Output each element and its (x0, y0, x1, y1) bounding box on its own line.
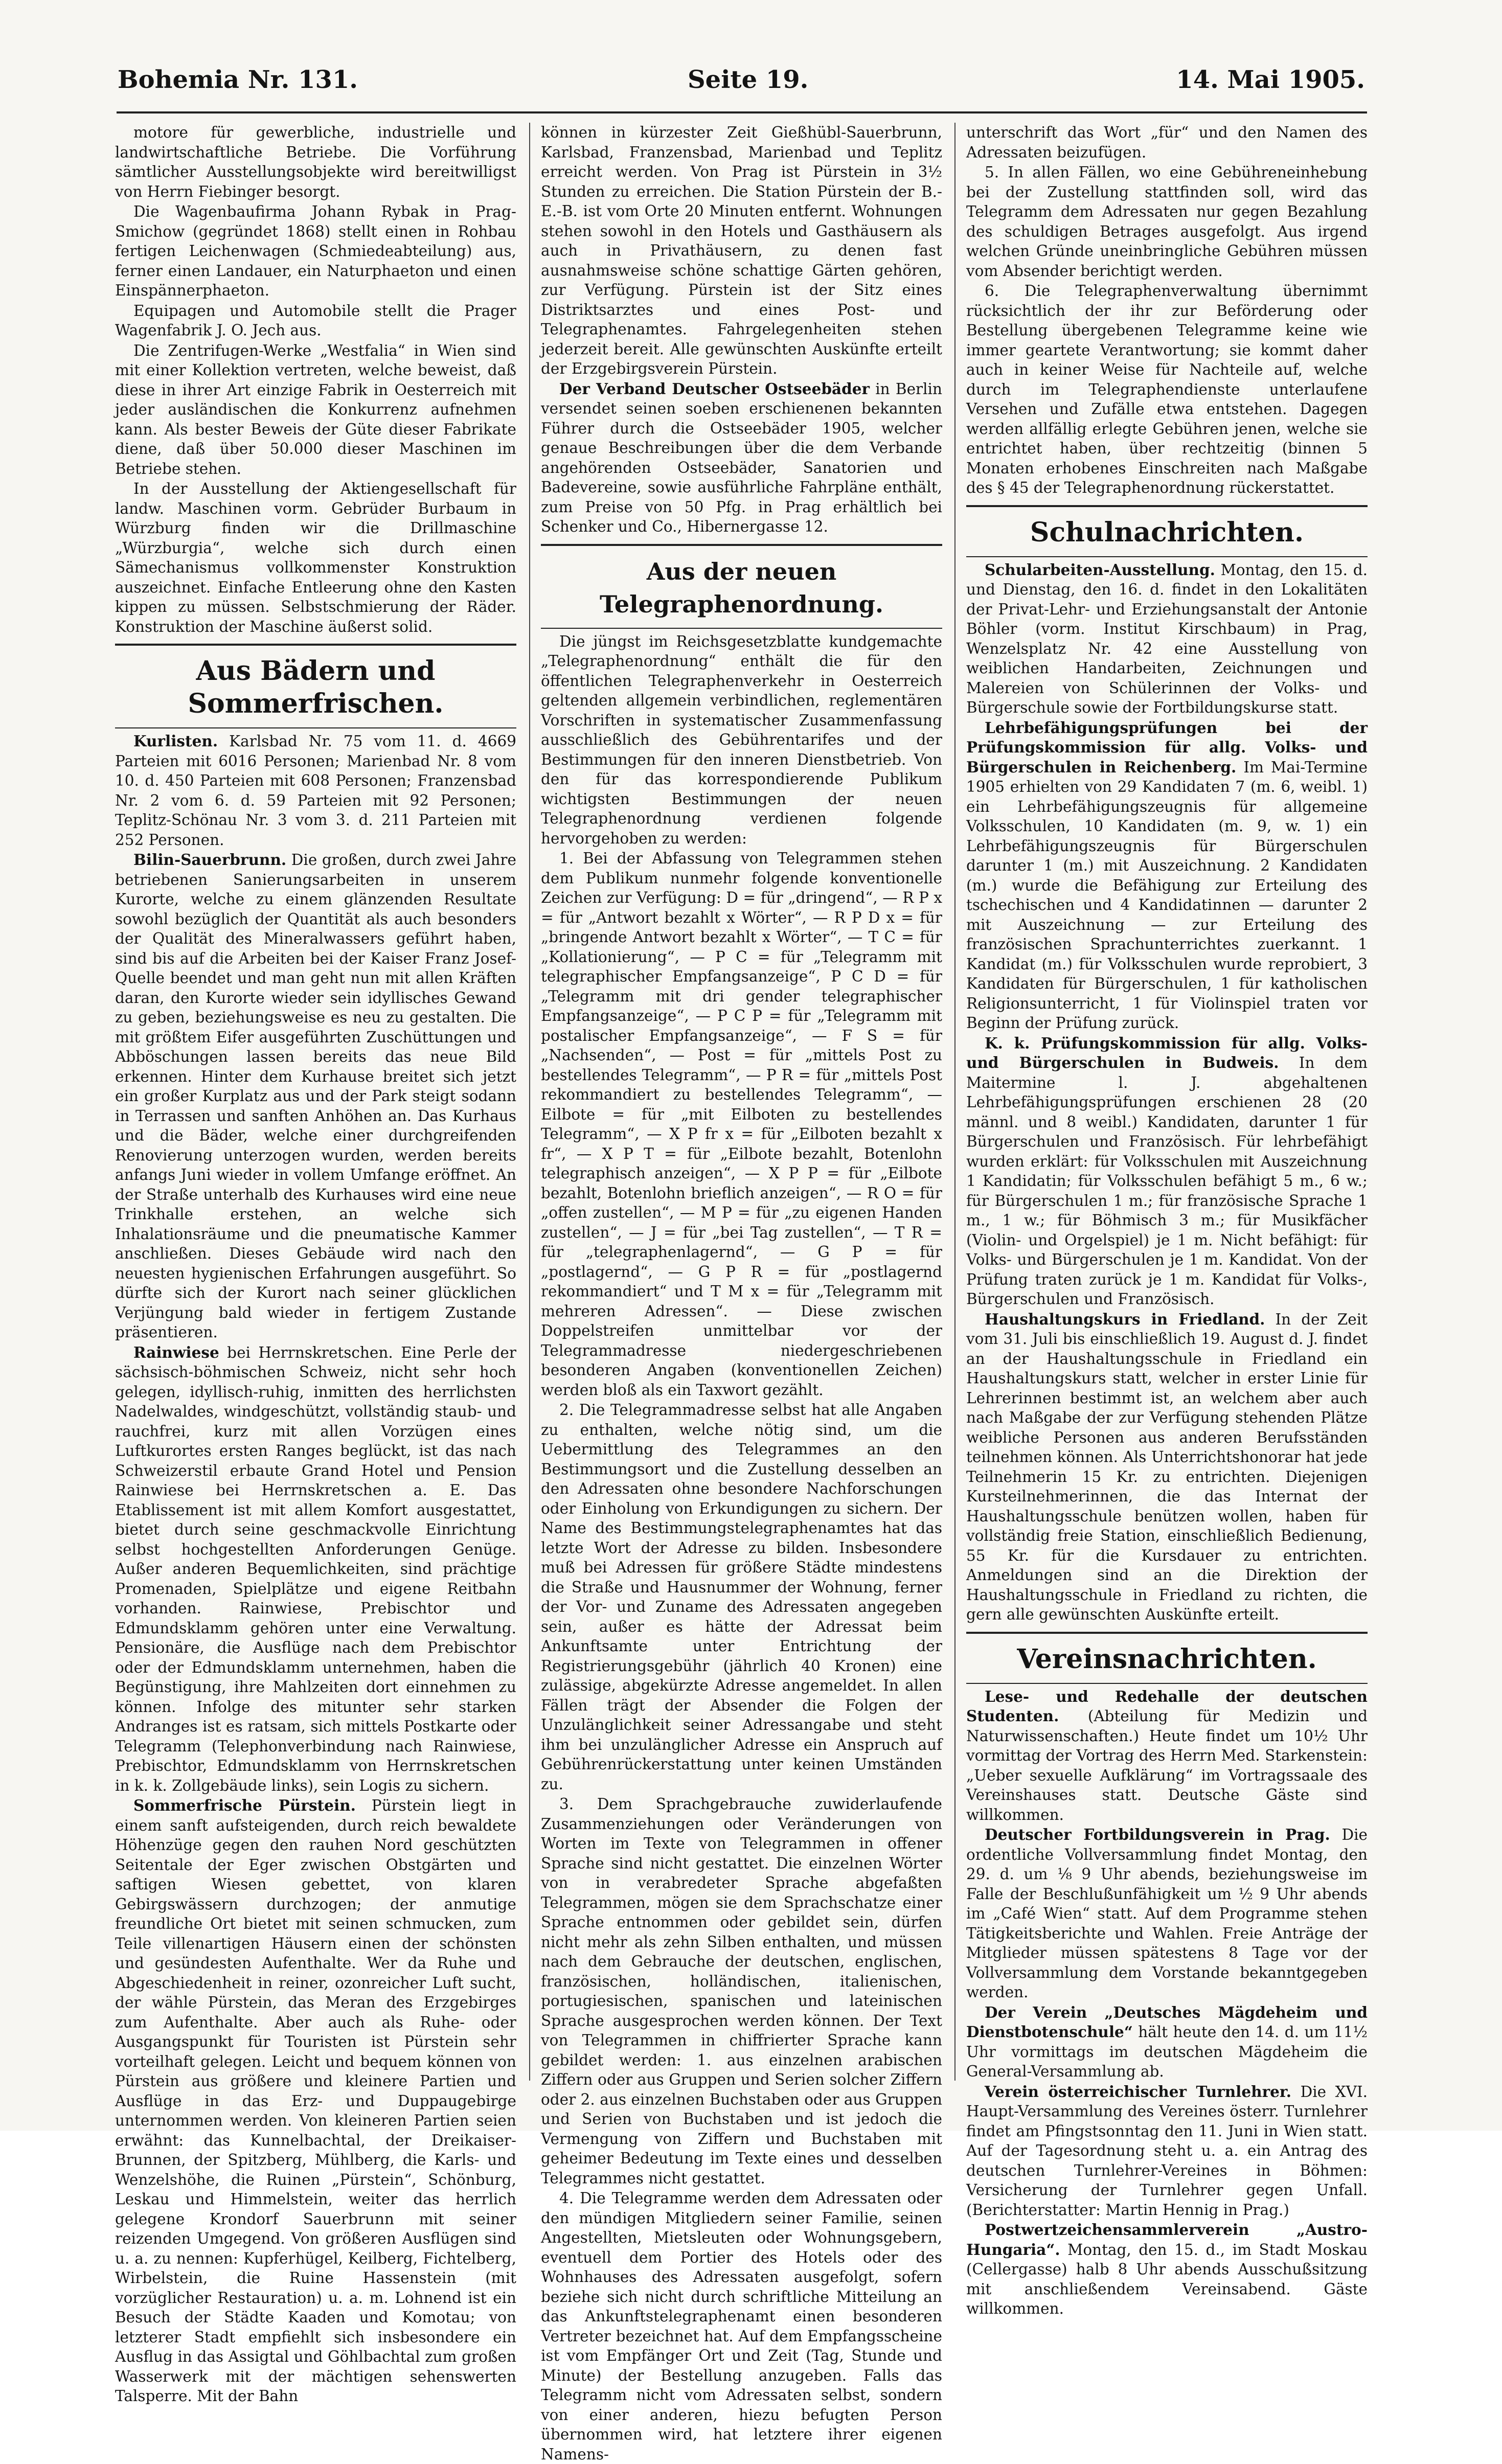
article-text: In dem Maitermine l. J. abgehaltenen Lehrbefähigungsprüfungen erschienen 28 (20 männl. und 8 weibl.) Kandidaten, darunter 1 für Bürgerschulen und Französisch. Für lehrbefähigt wurden erklärt: für Volksschulen mit Auszeichnung 1 Kandidatin; für Volksschulen befähigt 5 m., 6 w.; für Bürgerschulen 1 m.; für französische Sprache 1 m., 1 w.; für Böhmisch 3 m.; für Musikfächer (Violin- und Orgelspiel) je 1 m. Nicht befähigt: für Volks- und Bürgerschulen je 1 m. Kandidat. Von der Prüfung traten zurück je 1 m. Kandidat für Volks-, Bürgerschulen und Französisch. (966, 1054, 1368, 1308)
article-paragraph (966, 1825, 1368, 2002)
section-heading: Vereinsnachrichten. (1017, 1643, 1317, 1675)
article-lead: Postwertzeichensammlerverein „Austro-Hungaria“. (966, 2221, 1368, 2258)
article-lead: Haushaltungskurs in Friedland. (985, 1310, 1265, 1328)
article-paragraph: Die Wagenbaufirma Johann Rybak in Prag-Smichow (gegründet 1868) stellt einen in Rohbau fertigen Leichenwagen (Schmiedeabteilung) aus, ferner einen Landauer, ein Naturphaeton und einen Einspännerphaeton. (115, 203, 516, 299)
article-lead: Bilin-Sauerbrunn. (133, 851, 287, 869)
section-rule (966, 556, 1368, 557)
article-paragraph: Die Zentrifugen-Werke „Westfalia“ in Wien sind mit einer Kollektion vertreten, welche beweist, daß diese in ihrer Art einzige Fabrik in Oesterreich mit jeder ausländischen die Konkurrenz aufnehmen kann. Als bester Beweis der Güte dieser Fabrikate diene, daß über 50.000 dieser Maschinen im Betriebe stehen. (115, 341, 516, 477)
article-paragraph (966, 718, 1368, 1033)
section-rule (966, 1683, 1368, 1684)
article-paragraph: Equipagen und Automobile stellt die Prager Wagenfabrik J. O. Jech aus. (115, 302, 516, 339)
article-paragraph (115, 1796, 516, 2406)
column-divider (954, 123, 955, 2081)
article-text: hält heute den 14. d. um 11½ Uhr vormittags im deutschen Mägdeheim die General-Versammlung ab. (966, 2023, 1368, 2080)
masthead-issue: Bohemia Nr. 131. (118, 65, 358, 94)
article-paragraph (541, 379, 942, 537)
article-paragraph (966, 2220, 1368, 2319)
page-header (118, 65, 1365, 106)
section-rule (541, 628, 942, 629)
column-3 (966, 123, 1368, 2317)
section-rule (966, 505, 1368, 507)
article-text: Die ordentliche Vollversammlung findet Montag, den 29. d. um ⅛ 9 Uhr abends, beziehungsweise im Falle der Beschlußunfähigkeit um ½ 9 Uhr abends im „Café Wien“ statt. Auf dem Programme stehen Tätigkeitsberichte und Wahlen. Freie Anträge der Mitglieder müssen spätestens 8 Tage vor der Vollversammlung dem Vorstande bekanntgegeben werden. (966, 1826, 1368, 2001)
section-rule (966, 1632, 1368, 1634)
article-text: Pürstein liegt in einem sanft aufsteigenden, durch reich bewaldete Höhenzüge gegen den rauhen Nord geschützten Seitentale der Eger zwischen Obstgärten und saftigen Wiesen gebettet, von klaren Gebirgswässern durchzogen; der anmutige freundliche Ort bietet mit seinen schmucken, zum Teile villenartigen Häusern einen der schönsten und gesündesten Aufenthalte. Wer da Ruhe und Abgeschiedenheit in reiner, ozonreicher Luft sucht, der wähle Pürstein, das Meran des Erzgebirges zum Aufenthalte. Aber auch als Ruhe- oder Ausgangspunkt für Touristen ist Pürstein sehr vorteilhaft gelegen. Leicht und bequem können von Pürstein aus größere und kleinere Partien und Ausflüge in das Erz- und Duppaugebirge unternommen werden. Von kleineren Partien seien erwähnt: das Kunnelbachtal, der Dreikaiser-Brunnen, der Spitzberg, Mühlberg, die Karls- und Wenzelshöhe, die Ruinen „Pürstein“, Schönburg, Leskau und Himmelstein, weiter das herrlich gelegene Krondorf Sauerbrunn mit seiner reizenden Umgegend. Von größeren Ausflügen sind u. a. zu nennen: Kupferhügel, Keilberg, Fichtelberg, Wirbelstein, die Ruine Hassenstein (mit vorzüglicher Restauration) u. a. m. Lohnend ist ein Besuch der Städte Kaaden und Komotau; von letzterer Stadt empfiehlt sich insbesondere ein Ausflug in das Assigtal und Göhlbachtal zum großen Wasserwerk mit der mächtigen sehenswerten Talsperre. Mit der Bahn (115, 1797, 516, 2405)
article-paragraph: 4. Die Telegramme werden dem Adressaten oder den mündigen Mitgliedern seiner Familie, seinen Angestellten, Mietsleuten oder Wohnungsgebern, eventuell dem Portier des Hotels oder des Wohnhauses des Adressaten ausgefolgt, sofern beziehe sich nicht durch schriftliche Mitteilung an das Ankunftstelegraphenamt einen besonderen Vertreter bezeichnet hat. Auf dem Empfangsscheine ist vom Empfänger Ort und Zeit (Tag, Stunde und Minute) der Bestellung anzugeben. Falls das Telegramm nicht vom Adressaten selbst, sondern von einer anderen, hiezu befugten Person übernommen wird, hat letztere ihrer eigenen Namens- (541, 2189, 942, 2463)
section-heading: Aus Bädern und Sommerfrischen. (188, 655, 444, 719)
article-paragraph: können in kürzester Zeit Gießhübl-Sauerbrunn, Karlsbad, Franzensbad, Marienbad und Teplitz erreicht werden. Von Prag ist Pürstein in 3½ Stunden zu erreichen. Die Station Pürstein der B.-E.-B. ist vom Orte 20 Minuten entfernt. Wohnungen stehen sowohl in den Hotels und Gasthäusern als auch in Privathäusern, zu denen fast ausnahmsweise schöne schattige Gärten gehören, zur Verfügung. Pürstein ist der Sitz eines Distriktsarztes und eines Post- und Telegraphenamtes. Fahrgelegenheiten stehen jederzeit bereit. Alle gewünschten Auskünfte erteilt der Erzgebirgsverein Pürstein. (541, 124, 942, 377)
article-text: Die XVI. Haupt-Versammlung des Vereines österr. Turnlehrer findet am Pfingstsonntag den 11. Juni in Wien statt. Auf der Tagesordnung steht u. a. ein Antrag des deutschen Turnlehrer-Vereines in Böhmen: Versicherung der Turnlehrer gegen Unfall. (Berichterstatter: Martin Hennig in Prag.) (966, 2083, 1368, 2219)
article-paragraph: 3. Dem Sprachgebrauche zuwiderlaufende Zusammenziehungen oder Veränderungen von Worten im Texte von Telegrammen in offener Sprache sind nicht gestattet. Die einzelnen Wörter von in verabredeter Sprache abgefaßten Telegrammen, mögen sie dem Sprachschatze einer Sprache entnommen oder gebildet sein, dürfen nicht mehr als zehn Silben enthalten, und müssen nach dem Gebrauche der deutschen, englischen, französischen, holländischen, italienischen, portugiesischen, spanischen und lateinischen Sprache ausgesprochen werden können. Der Text von Telegrammen in chiffrierter Sprache kann gebildet werden: 1. aus einzelnen arabischen Ziffern oder aus Gruppen und Serien solcher Ziffern oder 2. aus einzelnen Buchstaben oder aus Gruppen und Serien von Buchstaben und ist jedoch die Vermengung von Ziffern und Buchstaben mit geheimer Bedeutung im Texte eines und desselben Telegrammes nicht gestattet. (541, 1795, 942, 2187)
article-text: Die großen, durch zwei Jahre betriebenen Sanierungsarbeiten in unserem Kurorte, welche zu einem glänzenden Resultate sowohl bezüglich der Quantität als auch besonders der Qualität des Mineralwassers geführt haben, sind bis auf die Arbeiten bei der Kaiser Franz Josef-Quelle beendet und man geht nun mit allen Kräften daran, den Kurorte wieder sein idyllisches Gewand zu geben, beziehungsweise es neu zu gestalten. Die mit größtem Eifer ausgeführten Zuschüttungen und Abböschungen lassen bereits das neue Bild erkennen. Hinter dem Kurhause breitet sich jetzt ein großer Kurplatz aus und der Park steigt sodann in Terrassen und sanften Anhöhen an. Das Kurhaus und die Bäder, welche einer durchgreifenden Renovierung unterzogen wurden, werden bereits anfangs Juni wieder in vollem Umfange eröffnet. An der Straße unterhalb des Kurhauses wird eine neue Trinkhalle erstehen, an welche sich Inhalationsräume und die pneumatische Kammer anschließen. Dieses Gebäude wird nach den neuesten hygienischen Erfahrungen ausgeführt. So dürfte sich der Kurort nach seiner glücklichen Verjüngung bald wieder in fertigem Zustande präsentieren. (115, 851, 516, 1341)
section-rule (115, 727, 516, 728)
article-paragraph (966, 1310, 1368, 1625)
article-paragraph: 6. Die Telegraphenverwaltung übernimmt rücksichtlich der ihr zur Beförderung oder Bestellung übergebenen Telegramme keine wie immer geartete Verantwortung; sie kommt daher auch in keiner Weise für Nachteile auf, welche durch im Telegraphendienste unterlaufene Versehen und Zufälle etwa entstehen. Dagegen werden allfällig erlegte Gebühren jenen, welche sie entrichtet haben, über rechtzeitig (binnen 5 Monaten erhobenes Einschreiten nach Maßgabe des § 45 der Telegraphenordnung rückerstattet. (966, 282, 1368, 496)
article-text: Karlsbad Nr. 75 vom 11. d. 4669 Parteien mit 6016 Personen; Marienbad Nr. 8 vom 10. d. 450 Parteien mit 608 Personen; Franzensbad Nr. 2 vom 6. d. 59 Parteien mit 92 Personen; Teplitz-Schönau Nr. 3 vom 3. d. 211 Parteien mit 252 Personen. (115, 733, 516, 849)
article-paragraph (966, 1034, 1368, 1309)
article-lead: Der Verband Deutscher Ostseebäder (559, 379, 870, 398)
article-paragraph (115, 1343, 516, 1796)
article-lead: Lese- und Redehalle der deutschen Studenten. (966, 1687, 1368, 1725)
article-text: bei Herrnskretschen. Eine Perle der sächsisch-böhmischen Schweiz, nicht sehr hoch gelegen, idyllisch-ruhig, inmitten des herrlichsten Nadelwaldes, windgeschützt, vollständig staub- und rauchfrei, kurz mit allen Vorzügen eines Luftkurortes ersten Ranges beglückt, ist das nach Schweizerstil erbaute Grand Hotel und Pension Rainwiese bei Herrnskretschen a. E. Das Etablissement ist mit allem Komfort ausgestattet, bietet durch seine geschmackvolle Einrichtung selbst hochgestellten Anforderungen Genüge. Außer anderen Bequemlichkeiten, sind prächtige Promenaden, Spielplätze und eigene Reitbahn vorhanden. Rainwiese, Prebischtor und Edmundsklamm gehören unter eine Verwaltung. Pensionäre, die Ausflüge nach dem Prebischtor oder der Edmundsklamm unternehmen, haben die Begünstigung, ihre Mahlzeiten dort einnehmen zu können. Infolge des mitunter sehr starken Andranges ist es ratsam, sich mittels Postkarte oder Telegramm (Telephonverbindung nach Rainwiese, Prebischtor, Edmundsklamm von Herrnskretschen in k. k. Zollgebäude links), sein Logis zu sichern. (115, 1343, 516, 1794)
article-lead: Rainwiese (133, 1343, 219, 1361)
article-paragraph (115, 732, 516, 850)
header-rule (117, 111, 1367, 113)
page-number: Seite 19. (688, 65, 809, 94)
column-1 (115, 123, 516, 2405)
article-paragraph: 1. Bei der Abfassung von Telegrammen stehen dem Publikum nunmehr folgende konventionelle Zeichen zur Verfügung: D = für „dringend“, — R P x = für „Antwort bezahlt x Wörter“, — R P D x = für „bringende Antwort bezahlt x Wörter“, — T C = für „Kollationierung“, — P C = für „Telegramm mit telegraphischer Empfangsanzeige“, P C D = für „Telegramm mit dri gender telegraphischer Empfangsanzeige“, — P C P = für „Telegramm mit postalischer Empfangsanzeige“, — F S = für „Nachsenden“, — Post = für „mittels Post zu bestellendes Telegramm“, — P R = für „mittels Post rekommandiert zu bestellendes Telegramm“, — Eilbote = für „mit Eilboten zu bestellendes Telegramm“, — X P fr x = für „Eilboten bezahlt x fr“, — X P T = für „Eilbote bezahlt, Botenlohn telegraphisch anzeigen“, — X P P = für „Eilbote bezahlt, Botenlohn brieflich anzeigen“, — R O = für „offen zustellen“, — M P = für „zu eigenen Handen zustellen“, — J = für „bei Tag zustellen“, — T R = für „telegraphenlagernd“, — G P = für „postlagernd“, — G P R = für „postlagernd rekommandiert“ und T M x = für „Telegramm mit mehreren Adressen“. — Diese zwischen Doppelstreifen unmittelbar vor der Telegrammadresse niedergeschriebenen besonderen Angaben (konventionellen Zeichen) werden bloß als ein Taxwort gezählt. (541, 850, 942, 1399)
section-rule (541, 544, 942, 546)
section-rule (115, 644, 516, 646)
column-2 (541, 123, 942, 2463)
article-paragraph (966, 2082, 1368, 2220)
article-paragraph (966, 2003, 1368, 2082)
article-lead: Lehrbefähigungsprüfungen bei der Prüfungskommission für allg. Volks- und Bürgerschulen in Reichenberg. (966, 718, 1368, 776)
section-heading: Aus der neuen Telegraphenordnung. (599, 557, 884, 618)
article-text: Montag, den 15. d. und Dienstag, den 16. d. findet in den Lokalitäten der Privat-Lehr- und Erziehungsanstalt der Antonie Böhler (vorm. Institut Kirschbaum) in Prag, Wenzelsplatz Nr. 42 eine Ausstellung von weiblichen Handarbeiten, Zeichnungen und Malereien von Schülerinnen der Volks- und Bürgerschule sowie der Fortbildungskurse statt. (966, 561, 1368, 716)
article-lead: Sommerfrische Pürstein. (133, 1796, 356, 1814)
article-paragraph (115, 850, 516, 1342)
article-paragraph: 5. In allen Fällen, wo eine Gebühreneinhebung bei der Zustellung stattfinden soll, wird das Telegramm dem Adressaten nur gegen Bezahlung des schuldigen Betrages ausgefolgt. Aus irgend welchen Gründe uneinbringliche Gebühren müssen vom Absender berichtigt werden. (966, 164, 1368, 280)
article-paragraph (966, 560, 1368, 718)
article-lead: Verein österreichischer Turnlehrer. (985, 2082, 1292, 2101)
article-paragraph: motore für gewerbliche, industrielle und landwirtschaftliche Betriebe. Die Vorführung sämtlicher Ausstellungsobjekte wird bereitwilligst von Herrn Fiebinger besorgt. (115, 124, 516, 200)
article-text: in Berlin versendet seinen soeben erschienenen bekannten Führer durch die Ostseebäder 1905, welcher genaue Beschreibungen über die dem Verbande angehörenden Ostseebäder, Sanatorien und Badevereine, sowie ausführliche Fahrpläne enthält, zum Preise von 50 Pfg. in Prag erhältlich bei Schenker und Co., Hibernergasse 12. (541, 380, 942, 535)
article-lead: Deutscher Fortbildungsverein in Prag. (985, 1826, 1330, 1843)
article-text: Montag, den 15. d., im Stadt Moskau (Cellergasse) halb 8 Uhr abends Ausschußsitzung mit anschließendem Vereinsabend. Gäste willkommen. (966, 2241, 1368, 2317)
article-paragraph: unterschrift das Wort „für“ und den Namen des Adressaten beizufügen. (966, 124, 1368, 161)
article-text: (Abteilung für Medizin und Naturwissenschaften.) Heute findet um 10½ Uhr vormittag der Vortrag des Herrn Med. Starkenstein: „Ueber sexuelle Aufklärung“ im Vortragssaale des Vereinshauses statt. Deutsche Gäste sind willkommen. (966, 1707, 1368, 1823)
article-paragraph: Die jüngst im Reichsgesetzblatte kundgemachte „Telegraphenordnung“ enthält die für den öffentlichen Telegraphenverkehr in Oesterreich geltenden allgemein verbindlichen, reglementären Vorschriften in systematischer Zusammenfassung ausschließlich des Gebührentarifes und der Bestimmungen für den inneren Dienstbetrieb. Von den für das korrespondierende Publikum wichtigsten Bestimmungen der neuen Telegraphenordnung verdienen folgende hervorgehoben zu werden: (541, 632, 942, 847)
section-heading: Schulnachrichten. (1030, 516, 1304, 548)
article-paragraph (966, 1687, 1368, 1825)
article-lead: Der Verein „Deutsches Mägdeheim und Dienstbotenschule“ (966, 2003, 1368, 2041)
article-lead: Schularbeiten-Ausstellung. (985, 560, 1215, 579)
article-lead: Kurlisten. (133, 732, 218, 750)
article-lead: K. k. Prüfungskommission für allg. Volks- und Bürgerschulen in Budweis. (966, 1034, 1368, 1071)
article-text: In der Zeit vom 31. Juli bis einschließlich 19. August d. J. findet an der Haushaltungsschule in Friedland ein Haushaltungskurs statt, welcher in erster Linie für Lehrerinnen bestimmt ist, an welchem aber auch nach Maßgabe der zur Verfügung stehenden Plätze weibliche Personen aus anderen Berufsständen teilnehmen können. Als Unterrichtshonorar hat jede Teilnehmerin 15 Kr. zu entrichten. Diejenigen Kursteilnehmerinnen, die das Internat der Haushaltungsschule benützen wollen, haben für vollständig freie Station, einschließlich Bedienung, 55 Kr. für die Kursdauer zu entrichten. Anmeldungen sind an die Direktion der Haushaltungsschule in Friedland zu richten, die gern alle gewünschten Auskünfte erteilt. (966, 1310, 1368, 1623)
column-divider (529, 123, 530, 2081)
article-text: Im Mai-Termine 1905 erhielten von 29 Kandidaten 7 (m. 6, weibl. 1) ein Lehrbefähigungszeugnis für allgemeine Volksschulen, 10 Kandidaten (m. 9, w. 1) ein Lehrbefähigungszeugnis für Bürgerschulen darunter 1 (m.) mit Auszeichnung. 2 Kandidaten (m.) wurde die Befähigung zur Erteilung des tschechischen und 4 Kandidatinnen — darunter 2 mit Auszeichnung — zur Erteilung des französischen Sprachunterrichtes zuerkannt. 1 Kandidat (m.) für Volksschulen wurde reprobiert, 3 Kandidaten für Bürgerschulen, 1 für katholischen Religionsunterricht, 1 für Violinspiel traten vor Beginn der Prüfung zurück. (966, 758, 1368, 1032)
issue-date: 14. Mai 1905. (1176, 65, 1365, 94)
article-paragraph: 2. Die Telegrammadresse selbst hat alle Angaben zu enthalten, welche nötig sind, um die Uebermittlung des Telegrammes an den Bestimmungsort und die Zustellung desselben an den Adressaten ohne besondere Nachforschungen oder Einholung von Erkundigungen zu sichern. Der Name des Bestimmungstelegraphenamtes hat das letzte Wort der Adresse zu bilden. Insbesondere muß bei Adressen für größere Städte mindestens die Straße und Hausnummer der Wohnung, ferner der Vor- und Zuname des Adressaten angegeben sein, außer es hätte der Adressat beim Ankunftsamte unter Entrichtung der Registrierungsgebühr (jährlich 40 Kronen) eine zulässige, abgekürzte Adresse angemeldet. In allen Fällen trägt der Absender die Folgen der Unzulänglichkeit seiner Adressangabe und steht ihm bei unzulänglicher Adresse ein Anspruch auf Gebührenrückerstattung unter keinen Umständen zu. (541, 1401, 942, 1793)
article-paragraph: In der Ausstellung der Aktiengesellschaft für landw. Maschinen vorm. Gebrüder Burbaum in Würzburg finden wir die Drillmaschine „Würzburgia“, welche sich durch einen Sämechanismus vollkommenster Konstruktion auszeichnet. Einfache Entleerung ohne den Kasten kippen zu müssen. Selbstschmierung der Räder. Konstruktion der Maschine äußerst solid. (115, 480, 516, 635)
